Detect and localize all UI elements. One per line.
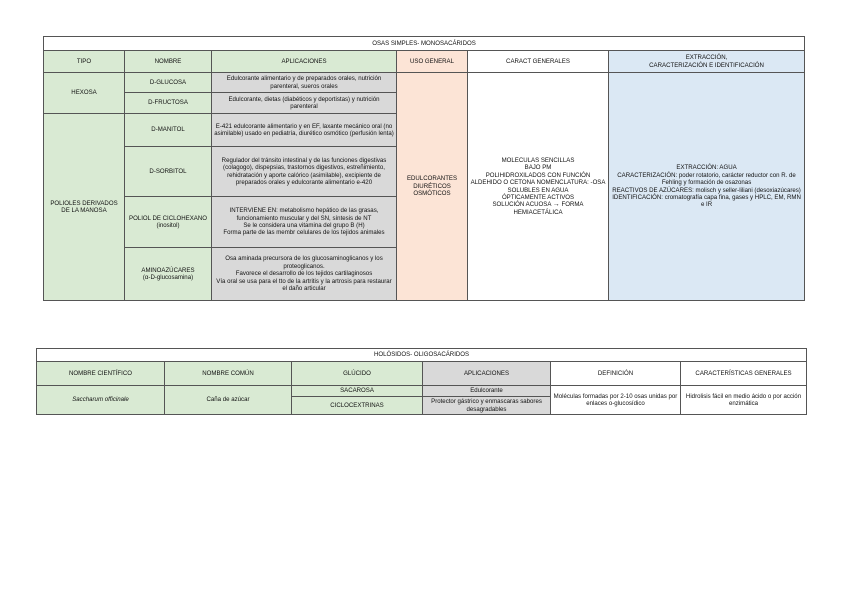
- uso-general-line3: OSMÓTICOS: [413, 190, 451, 198]
- aplicaciones-aminoazucares-line1: Osa aminada precursora de los glucosaminoglicanos y los proteoglicanos.: [225, 255, 383, 270]
- glucido-sacarosa: SACAROSA: [292, 386, 423, 397]
- header-uso-general: USO GENERAL: [397, 51, 468, 73]
- caract-line1: MOLECULAS SENCILLAS: [501, 156, 575, 164]
- nombre-manitol: D-MANITOL: [125, 114, 212, 147]
- aplicaciones-inositol-line2: Se le considera una vitamina del grupo B (H): [243, 222, 365, 229]
- uso-general-line2: DIURÉTICOS: [413, 182, 451, 190]
- tipo-polioles: POLIOLES DERIVADOS DE LA MANOSA: [44, 114, 125, 301]
- oligosaccharides-table: [36, 348, 807, 415]
- nombre-aminoazucares-line2: (α-D-glucosamina): [142, 274, 194, 281]
- nombre-inositol-line1: POLIOL DE CICLOHEXANO: [129, 214, 207, 222]
- extraccion-line3: REACTIVOS DE AZÚCARES: molisch y seller-liliani (desoxiazúcares): [612, 186, 801, 194]
- glucido-ciclodextrinas: CICLOCEXTRINAS: [292, 397, 423, 415]
- header-nombre-comun: NOMBRE COMÚN: [165, 362, 292, 386]
- caract-generales-cell: [468, 73, 609, 301]
- caract-line3: POLIHIDROXILADOS CON FUNCIÓN ALDEHIDO O CETONA NOMENCLATURA: -OSA: [470, 171, 606, 187]
- extraccion-line2: CARACTERIZACIÓN: poder rotatorio, carácter reductor con R. de Fehling y formación de osazonas: [617, 171, 796, 187]
- nombre-inositol: [125, 197, 212, 248]
- nombre-fructosa: D-FRUCTOSA: [125, 93, 212, 114]
- monosaccharides-table: [43, 36, 805, 301]
- table-title: OSAS SIMPLES- MONOSACÁRIDOS: [44, 37, 805, 51]
- extraccion-cell: [609, 73, 805, 301]
- aplicaciones-inositol-line3: Forma parte de las membr celulares de los tejidos animales: [223, 229, 385, 237]
- table-title: HOLÓSIDOS- OLIGOSACÁRIDOS: [37, 349, 807, 362]
- header-nombre: NOMBRE: [125, 51, 212, 73]
- aplicaciones-manitol: E-421 edulcorante alimentario y en EF, laxante mecánico oral (no asimilable) usado en pediatría, diurético osmótico (perfusión lenta): [212, 114, 397, 147]
- aplicaciones-inositol-line1: INTERVIENE EN: metabolismo hepático de las grasas, funcionamiento muscular y del SN, síntesis de NT: [229, 207, 379, 222]
- aplicaciones-sorbitol: Regulador del tránsito intestinal y de las funciones digestivas (colagogo), dispepsias, trastornos digestivos, estreñimiento, rehidratación y aporte calórico (asimilable), excipiente de preparados orales y edulcorante alimentario e-420: [212, 147, 397, 197]
- aplicaciones-aminoazucares-line2: Favorece el desarrollo de los tejidos cartilaginosos: [235, 270, 373, 278]
- tipo-hexosa: HEXOSA: [44, 73, 125, 114]
- aplicaciones-glucosa: Edulcorante alimentario y de preparados orales, nutrición parenteral, sueros orales: [212, 73, 397, 93]
- uso-general-cell: [397, 73, 468, 301]
- header-caract-generales: CARACT GENERALES: [468, 51, 609, 73]
- arrow-right-icon: →: [552, 201, 560, 209]
- caract-line6: [470, 201, 606, 216]
- caract-line6-b: FORMA HEMIACETÁLICA: [513, 201, 584, 216]
- header-caracteristicas: CARACTERÍSTICAS GENERALES: [681, 362, 807, 386]
- header-definicion: DEFINICIÓN: [551, 362, 681, 386]
- header-tipo: TIPO: [44, 51, 125, 73]
- header-aplicaciones: APLICACIONES: [423, 362, 551, 386]
- extraccion-line4: IDENTIFICACIÓN: cromatografía capa fina, gases y HPLC, EM, RMN e IR: [612, 193, 801, 209]
- header-extraccion: [609, 51, 805, 73]
- nombre-cientifico-cell: Saccharum officinale: [37, 386, 165, 415]
- aplicaciones-ciclodextrinas: Protector gástrico y enmascaras sabores desagradables: [423, 397, 551, 415]
- aplicaciones-sacarosa: Edulcorante: [423, 386, 551, 397]
- aplicaciones-aminoazucares-line3: Vía oral se usa para el tto de la artritis y la artrosis para restaurar el daño articular: [216, 277, 392, 293]
- caracteristicas-cell: Hidrolisis fácil en medio ácido o por acción enzimática: [681, 386, 807, 415]
- aplicaciones-aminoazucares: [212, 248, 397, 301]
- nombre-sorbitol: D-SORBITOL: [125, 147, 212, 197]
- nombre-comun-cell: Caña de azúcar: [165, 386, 292, 415]
- nombre-glucosa: D-GLUCOSA: [125, 73, 212, 93]
- nombre-inositol-line2: (inositol): [156, 222, 180, 229]
- header-extraccion-line2: CARACTERIZACIÓN E IDENTIFICACIÓN: [649, 61, 764, 69]
- nombre-aminoazucares: [125, 248, 212, 301]
- aplicaciones-fructosa: Edulcorante, dietas (diabéticos y deportistas) y nutrición parenteral: [212, 93, 397, 114]
- caract-line5: ÓPTICAMENTE ACTIVOS: [501, 193, 575, 201]
- caract-line2: BAJO PM: [524, 164, 552, 172]
- header-nombre-cientifico: NOMBRE CIENTÍFICO: [37, 362, 165, 386]
- extraccion-line1: EXTRACCIÓN: AGUA: [676, 164, 737, 172]
- caract-line4: SOLUBLES EN AGUA: [507, 186, 569, 194]
- caract-line6-a: SOLUCIÓN ACUOSA: [492, 201, 552, 209]
- definicion-cell: Moléculas formadas por 2-10 osas unidas por enlaces o-glucosídico: [551, 386, 681, 415]
- aplicaciones-inositol: [212, 197, 397, 248]
- header-glucido: GLÚCIDO: [292, 362, 423, 386]
- header-extraccion-line1: EXTRACCIÓN,: [685, 54, 728, 62]
- header-aplicaciones: APLICACIONES: [212, 51, 397, 73]
- uso-general-line1: EDULCORANTES: [406, 175, 458, 183]
- nombre-aminoazucares-line1: AMINOAZÚCARES: [141, 266, 195, 274]
